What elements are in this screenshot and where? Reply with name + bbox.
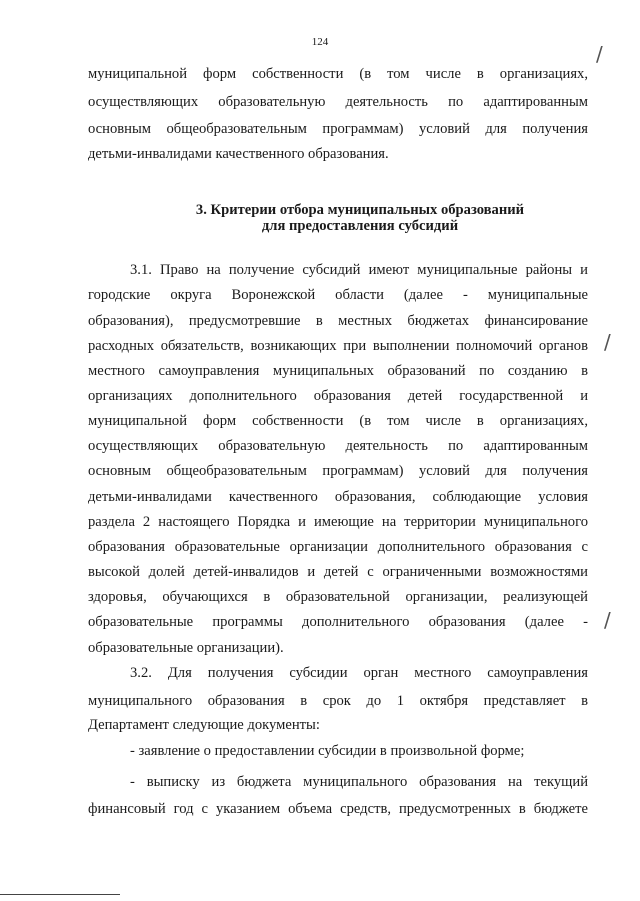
paragraph-line: Департамент следующие документы:	[88, 717, 320, 733]
text-line: детьми-инвалидами качественного образования.	[88, 146, 389, 162]
paragraph-line: основным общеобразовательным программам) условий для получения	[88, 463, 588, 479]
paragraph-line: муниципальной форм собственности (в том числе в организациях,	[88, 413, 588, 429]
paragraph-line: высокой долей детей-инвалидов и детей с ограниченными возможностями	[88, 564, 588, 580]
text-line: муниципальной форм собственности (в том числе в организациях,	[88, 66, 588, 82]
list-item: - заявление о предоставлении субсидии в произвольной форме;	[130, 743, 525, 759]
list-item: - выписку из бюджета муниципального образования на текущий	[130, 774, 588, 790]
list-item: финансовый год с указанием объема средств, предусмотренных в бюджете	[88, 801, 588, 817]
paragraph-line: образовательные организации).	[88, 640, 284, 656]
text-line: осуществляющих образовательную деятельность по адаптированным	[88, 94, 588, 110]
paragraph-line: образования образовательные организации дополнительного образования с	[88, 539, 588, 555]
paragraph-line: образовательные программы дополнительного образования (далее -	[88, 614, 588, 630]
section-heading: 3. Критерии отбора муниципальных образований	[195, 202, 525, 218]
paragraph-line: 3.2. Для получения субсидии орган местного самоуправления	[130, 665, 588, 681]
paragraph-line: детьми-инвалидами качественного образования, соблюдающие условия	[88, 489, 588, 505]
paragraph-line: здоровья, обучающихся в образовательной организации, реализующей	[88, 589, 588, 605]
margin-mark: /	[596, 42, 603, 66]
paragraph-line: раздела 2 настоящего Порядка и имеющие на территории муниципального	[88, 514, 588, 530]
margin-mark: /	[604, 330, 611, 354]
paragraph-line: образования), предусмотревшие в местных бюджетах финансирование	[88, 313, 588, 329]
footer-rule	[0, 894, 120, 895]
section-heading: для предоставления субсидий	[261, 218, 459, 234]
paragraph-line: осуществляющих образовательную деятельность по адаптированным	[88, 438, 588, 454]
paragraph-line: 3.1. Право на получение субсидий имеют муниципальные районы и	[130, 262, 588, 278]
paragraph-line: городские округа Воронежской области (далее - муниципальные	[88, 287, 588, 303]
text-line: основным общеобразовательным программам) условий для получения	[88, 121, 588, 137]
page-number: 124	[311, 36, 329, 48]
paragraph-line: местного самоуправления муниципальных образований по созданию в	[88, 363, 588, 379]
paragraph-line: расходных обязательств, возникающих при выполнении полномочий органов	[88, 338, 588, 354]
paragraph-line: муниципального образования в срок до 1 октября представляет в	[88, 693, 588, 709]
paragraph-line: организациях дополнительного образования детей государственной и	[88, 388, 588, 404]
margin-mark: /	[604, 608, 611, 632]
